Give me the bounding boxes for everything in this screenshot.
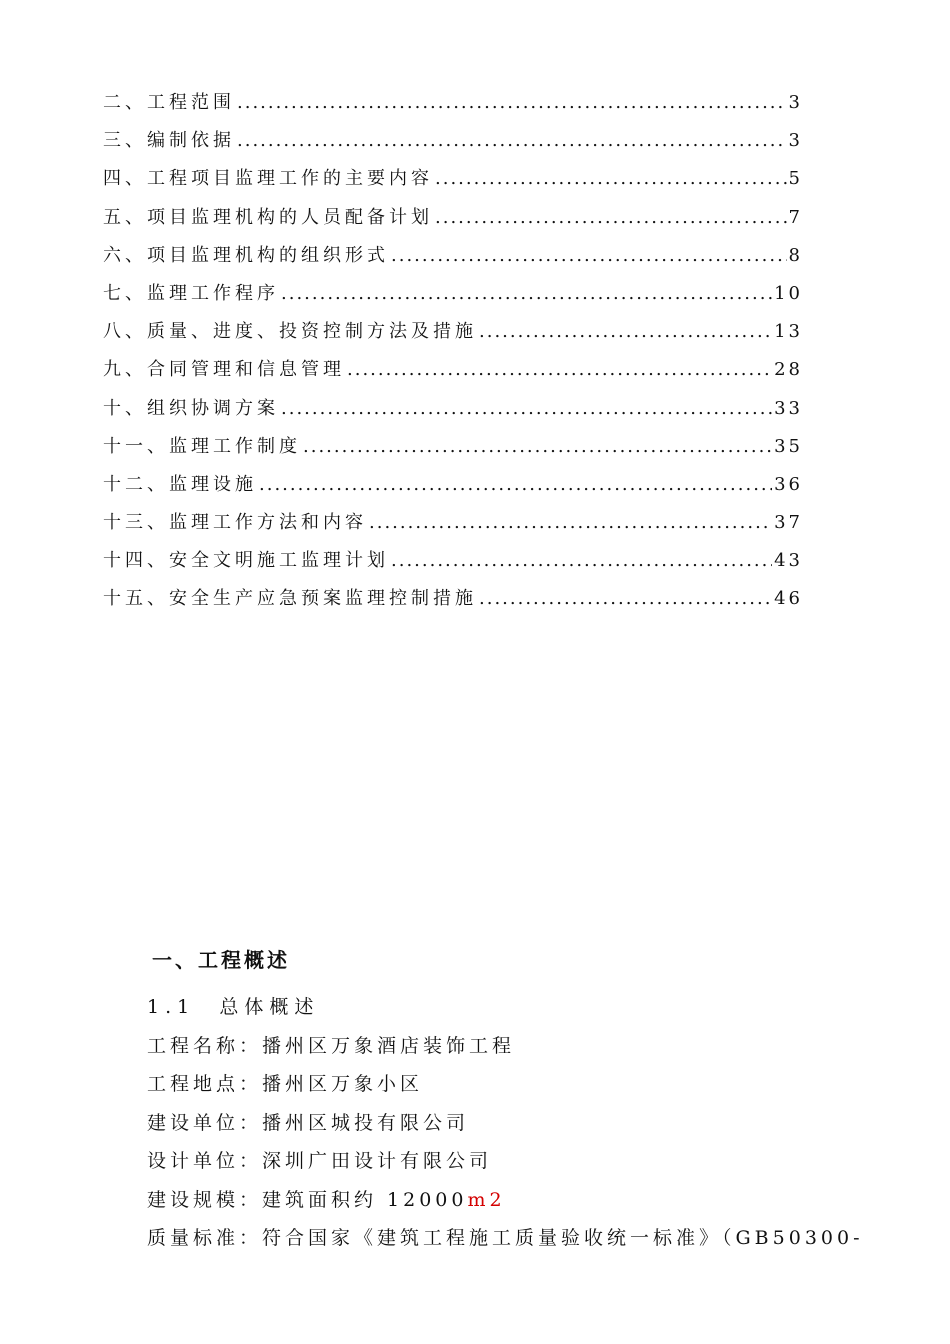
toc-entry-page: 37 — [774, 512, 803, 534]
design-unit: 设计单位：深圳广田设计有限公司 — [147, 1150, 493, 1172]
toc-entry-title: 十一、监理工作制度 — [103, 435, 301, 457]
toc-entry[interactable] — [103, 508, 803, 546]
toc-leader-dots — [347, 359, 772, 380]
toc-entry-page: 5 — [788, 168, 803, 190]
subheading-number: 1.1 — [147, 996, 196, 1018]
toc-entry[interactable] — [103, 203, 803, 241]
toc-entry[interactable] — [103, 279, 803, 317]
toc-entry-title: 十三、监理工作方法和内容 — [103, 512, 367, 534]
scale-label: 建设规模：建筑面积约 12000 — [147, 1188, 468, 1211]
toc-entry-title: 九、合同管理和信息管理 — [103, 359, 345, 381]
table-of-contents — [103, 88, 803, 623]
toc-entry-title: 四、工程项目监理工作的主要内容 — [103, 168, 433, 190]
toc-entry[interactable] — [103, 126, 803, 164]
toc-leader-dots — [281, 283, 772, 304]
toc-entry-page: 35 — [774, 435, 803, 457]
project-location: 工程地点：播州区万象小区 — [147, 1073, 424, 1095]
toc-leader-dots — [391, 550, 772, 571]
toc-leader-dots — [479, 321, 772, 342]
toc-entry[interactable] — [103, 470, 803, 508]
toc-leader-dots — [479, 588, 772, 609]
toc-entry-title: 五、项目监理机构的人员配备计划 — [103, 206, 433, 228]
toc-leader-dots — [435, 207, 787, 228]
toc-entry[interactable] — [103, 88, 803, 126]
toc-leader-dots — [303, 436, 772, 457]
toc-entry[interactable] — [103, 584, 803, 622]
subheading — [147, 992, 877, 1031]
owner-unit: 建设单位：播州区城投有限公司 — [147, 1111, 470, 1134]
toc-entry-title: 二、工程范围 — [103, 92, 235, 113]
toc-leader-dots — [259, 474, 772, 495]
toc-leader-dots — [237, 92, 787, 113]
toc-entry-page: 8 — [788, 244, 803, 266]
project-name: 工程名称：播州区万象酒店装饰工程 — [147, 1034, 516, 1057]
toc-entry-title: 七、监理工作程序 — [103, 282, 279, 304]
toc-leader-dots — [237, 130, 787, 151]
toc-entry[interactable] — [103, 546, 803, 584]
toc-entry-page: 13 — [774, 321, 803, 343]
toc-entry-title: 十五、安全生产应急预案监理控制措施 — [103, 588, 477, 610]
section-heading: 一、工程概述 — [152, 948, 290, 972]
toc-entry-title: 十二、监理设施 — [103, 473, 257, 495]
toc-entry-title: 六、项目监理机构的组织形式 — [103, 244, 389, 266]
toc-entry[interactable] — [103, 394, 803, 432]
toc-entry-title: 三、编制依据 — [103, 130, 235, 152]
toc-entry-title: 八、质量、进度、投资控制方法及措施 — [103, 321, 477, 343]
toc-entry-page: 10 — [774, 282, 803, 304]
toc-leader-dots — [391, 245, 787, 266]
section-body — [147, 992, 877, 1262]
toc-entry-page: 33 — [774, 397, 803, 419]
toc-entry-page: 43 — [774, 550, 803, 572]
toc-entry-title: 十、组织协调方案 — [103, 397, 279, 419]
scale-unit: m2 — [467, 1188, 506, 1211]
toc-entry[interactable] — [103, 241, 803, 279]
subheading-text: 总体概述 — [219, 996, 320, 1018]
toc-leader-dots — [369, 512, 772, 533]
toc-leader-dots — [281, 398, 772, 419]
toc-entry-page: 7 — [788, 206, 803, 228]
toc-entry[interactable] — [103, 355, 803, 393]
toc-entry-page: 3 — [788, 92, 803, 113]
toc-entry-page: 3 — [788, 130, 803, 152]
toc-entry-title: 十四、安全文明施工监理计划 — [103, 550, 389, 572]
quality-standard: 质量标准：符合国家《建筑工程施工质量验收统一标准》（GB50300- — [147, 1227, 864, 1249]
toc-entry-page: 36 — [774, 473, 803, 495]
construction-scale — [147, 1185, 877, 1224]
toc-entry[interactable] — [103, 164, 803, 202]
toc-entry-page: 46 — [774, 588, 803, 610]
toc-entry-page: 28 — [774, 359, 803, 381]
toc-entry[interactable] — [103, 432, 803, 470]
toc-leader-dots — [435, 168, 787, 189]
toc-entry[interactable] — [103, 317, 803, 355]
